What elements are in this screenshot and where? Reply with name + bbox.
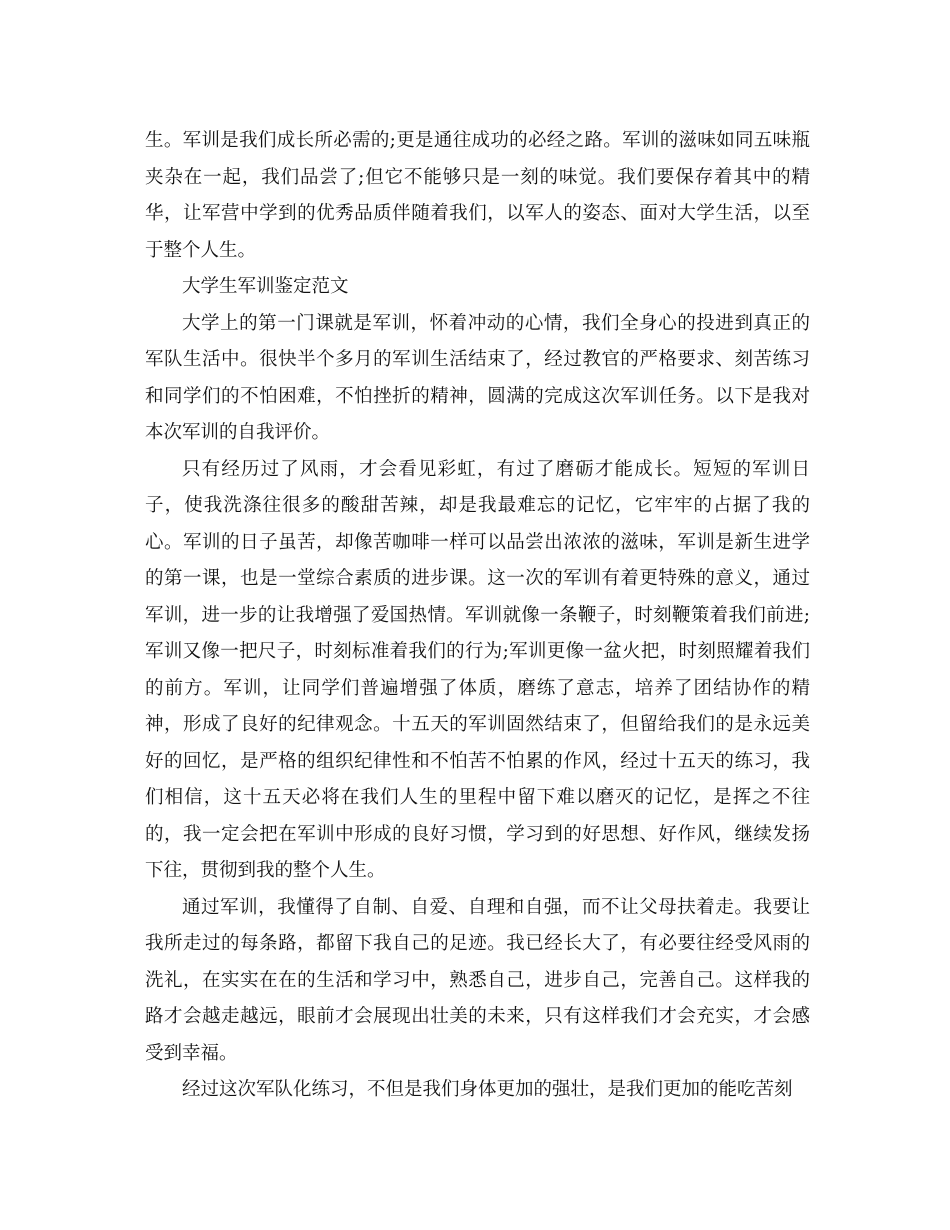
paragraph-continuation: 生。军训是我们成长所必需的;更是通往成功的必经之路。军训的滋味如同五味瓶夹杂在一起，我们品尝了;但它不能够只是一刻的味觉。我们要保存着其中的精华，让军营中学到的优秀品质伴随着我们，以军人的姿态、面对大学生活，以至于整个人生。 [145, 130, 810, 261]
paragraph-conclusion: 经过这次军队化练习，不但是我们身体更加的强壮，是我们更加的能吃苦刻 [182, 1079, 793, 1100]
paragraph-experience: 只有经历过了风雨，才会看见彩虹，有过了磨砺才能成长。短短的军训日子，使我洗涤往很多的酸甜苦辣，却是我最难忘的记忆，它牢牢的占据了我的心。军训的日子虽苦，却像苦咖啡一样可以品尝出浓浓的滋味，军训是新生进学的第一课，也是一堂综合素质的进步课。这一次的军训有着更特殊的意义，通过军训，进一步的让我增强了爱国热情。军训就像一条鞭子，时刻鞭策着我们前进;军训又像一把尺子，时刻标准着我们的行为;军训更像一盆火把，时刻照耀着我们的前方。军训，让同学们普遍增强了体质，磨练了意志，培养了团结协作的精神，形成了良好的纪律观念。十五天的军训固然结束了，但留给我们的是永远美好的回忆，是严格的组织纪律性和不怕苦不怕累的作风，经过十五天的练习，我们相信，这十五天必将在我们人生的里程中留下难以磨灭的记忆，是挥之不往的，我一定会把在军训中形成的良好习惯，学习到的好思想、好作风，继续发扬下往，贯彻到我的整个人生。 [145, 458, 810, 881]
paragraph-intro: 大学上的第一门课就是军训，怀着冲动的心情，我们全身心的投进到真正的军队生活中。很快半个多月的军训生活结束了，经过教官的严格要求、刻苦练习和同学们的不怕困难，不怕挫折的精神，圆满的完成这次军训任务。以下是我对本次军训的自我评价。 [145, 312, 810, 443]
paragraph-growth: 通过军训，我懂得了自制、自爱、自理和自强，而不让父母扶着走。我要让我所走过的每条路，都留下我自己的足迹。我已经长大了，有必要往经受风雨的洗礼，在实实在在的生活和学习中，熟悉自己，进步自己，完善自己。这样我的路才会越走越远，眼前才会展现出壮美的未来，只有这样我们才会充实，才会感受到幸福。 [145, 896, 810, 1064]
document-page [145, 123, 810, 1109]
section-heading: 大学生军训鉴定范文 [182, 276, 349, 297]
